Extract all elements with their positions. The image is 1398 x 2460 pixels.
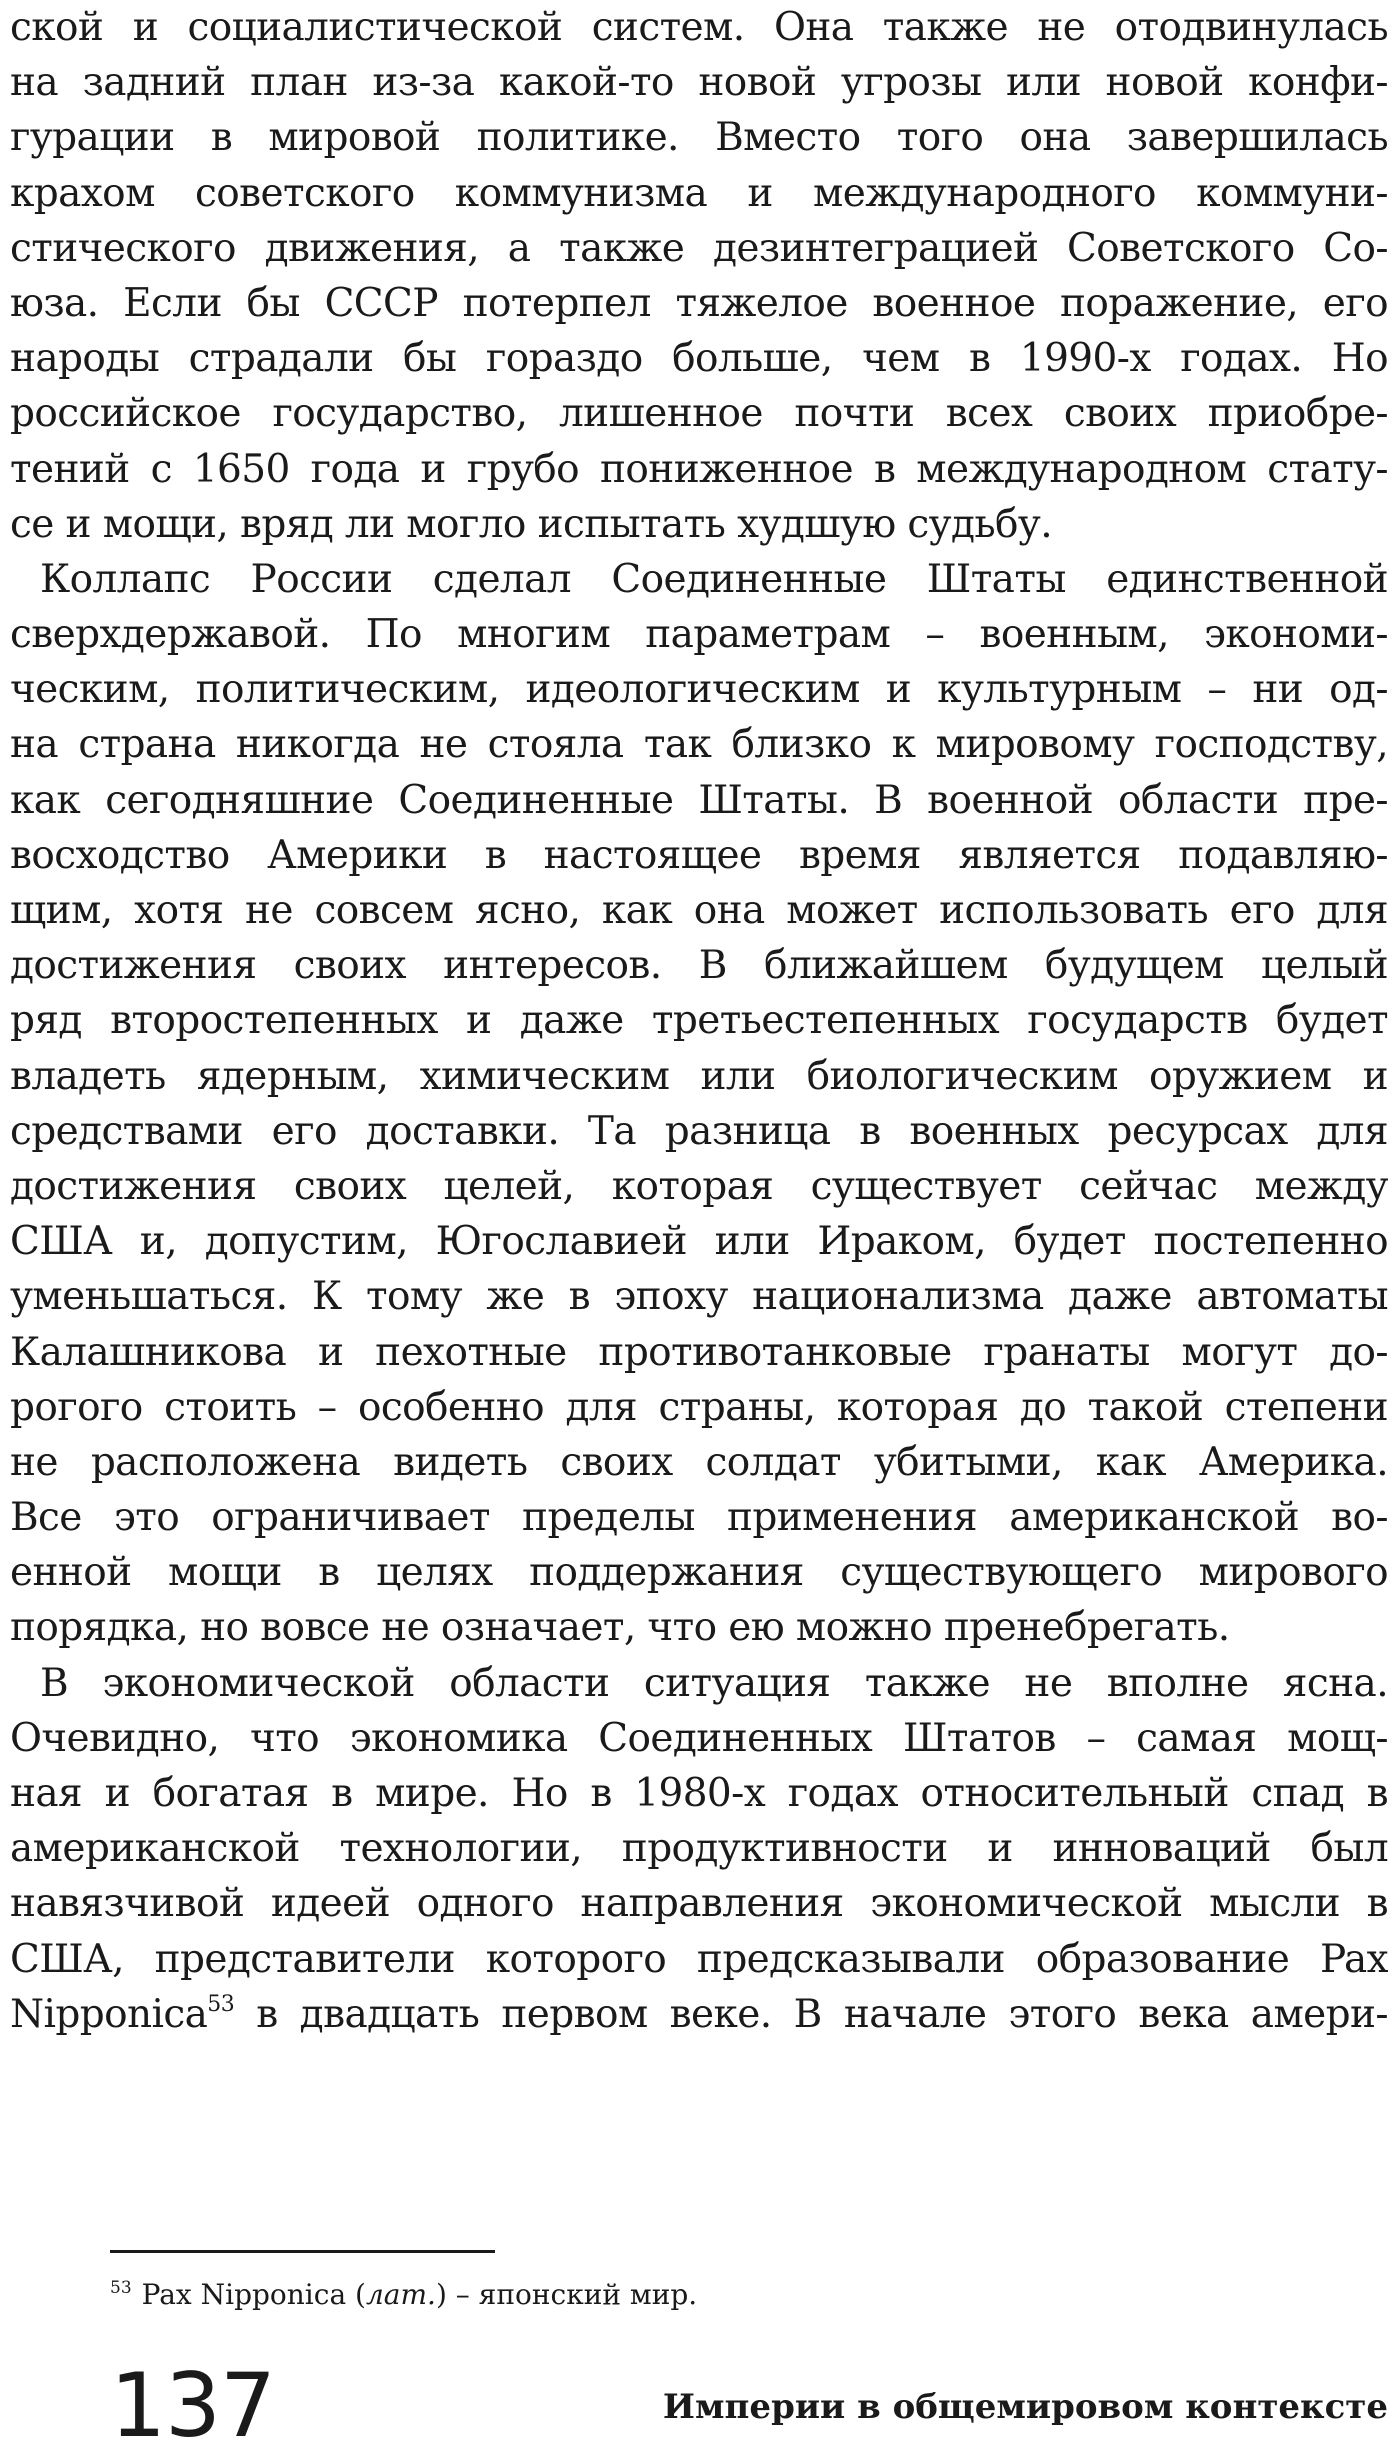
book-page — [10, 0, 1388, 2460]
text-line: Коллапс России сделал Соединенные Штаты единственной — [40, 556, 1388, 602]
text-line: юза. Если бы СССР потерпел тяжелое военное поражение, его — [10, 280, 1388, 326]
text-line: Очевидно, что экономика Соединенных Штатов – самая мощ- — [10, 1715, 1388, 1761]
text-line: США, представители которого предсказывали образование Pax — [10, 1936, 1388, 1982]
text-line: владеть ядерным, химическим или биологическим оружием и — [10, 1053, 1388, 1099]
text-line: гурации в мировой политике. Вместо того она завершилась — [10, 115, 1388, 161]
footnote-divider — [110, 2250, 495, 2253]
text-line: на задний план из-за какой-то новой угрозы или новой конфи- — [10, 60, 1388, 106]
text-line: се и мощи, вряд ли могло испытать худшую судьбу. — [10, 501, 1053, 547]
text-line: ряд второстепенных и даже третьестепенных государств будет — [10, 998, 1388, 1044]
text-line: достижения своих интересов. В ближайшем будущем целый — [10, 943, 1388, 989]
footnote-text-start: Pax Nipponica ( — [141, 2278, 366, 2311]
text-line: ской и социалистической систем. Она также не отодвинулась — [10, 5, 1388, 50]
text-line: США и, допустим, Югославией или Ираком, будет постепенно — [10, 1219, 1388, 1265]
text-line: не расположена видеть своих солдат убитыми, как Америка. — [10, 1439, 1388, 1485]
text-line: российское государство, лишенное почти всех своих приобре- — [10, 391, 1388, 437]
text-line: порядка, но вовсе не означает, что ею можно пренебрегать. — [10, 1605, 1230, 1651]
page-number: 137 — [110, 2354, 275, 2457]
text-line-last — [10, 1987, 1388, 2042]
text-line: достижения своих целей, которая существует сейчас между — [10, 1163, 1388, 1209]
footnote-number: 53 — [110, 2278, 132, 2298]
text-line: В экономической области ситуация также не вполне ясна. — [40, 1660, 1388, 1706]
text-line: как сегодняшние Соединенные Штаты. В военной области пре- — [10, 777, 1388, 823]
text-line: Калашникова и пехотные противотанковые гранаты могут до- — [10, 1329, 1388, 1375]
text-line: ческим, политическим, идеологическим и культурным – ни од- — [10, 667, 1388, 713]
text-line: уменьшаться. К тому же в эпоху национализма даже автоматы — [10, 1274, 1388, 1320]
last-line-start: Nipponica — [10, 1991, 208, 2037]
text-line: навязчивой идеей одного направления экономической мысли в — [10, 1881, 1388, 1927]
text-line: Все это ограничивает пределы применения американской во- — [10, 1495, 1388, 1541]
text-line: сверхдержавой. По многим параметрам – военным, экономи- — [10, 612, 1388, 658]
footnote-text-italic: лат. — [365, 2278, 436, 2311]
text-line: енной мощи в целях поддержания существующего мирового — [10, 1550, 1388, 1596]
text-line: на страна никогда не стояла так близко к мировому господству, — [10, 722, 1388, 768]
body-text — [10, 0, 1388, 2042]
text-line: рогого стоить – особенно для страны, которая до такой степени — [10, 1384, 1388, 1430]
text-line: ная и богатая в мире. Но в 1980-х годах относительный спад в — [10, 1771, 1388, 1816]
footnote-reference[interactable]: 53 — [207, 1991, 235, 2017]
text-line: народы страдали бы гораздо больше, чем в 1990-х годах. Но — [10, 336, 1388, 382]
last-line-end: в двадцать первом веке. В начале этого века амери- — [234, 1991, 1388, 2037]
footnote — [110, 2268, 697, 2315]
footnote-text-end: ) – японский мир. — [435, 2278, 698, 2311]
text-line: крахом советского коммунизма и международного коммуни- — [10, 170, 1388, 216]
text-line: стического движения, а также дезинтеграцией Советского Со- — [10, 225, 1388, 271]
text-line: восходство Америки в настоящее время является подавляю- — [10, 832, 1388, 878]
text-line: тений с 1650 года и грубо пониженное в международном стату- — [10, 446, 1388, 492]
running-head: Империи в общемировом контексте — [662, 2387, 1388, 2427]
text-line: американской технологии, продуктивности и инноваций был — [10, 1826, 1388, 1872]
text-line: средствами его доставки. Та разница в военных ресурсах для — [10, 1108, 1388, 1154]
text-line: щим, хотя не совсем ясно, как она может использовать его для — [10, 888, 1388, 933]
